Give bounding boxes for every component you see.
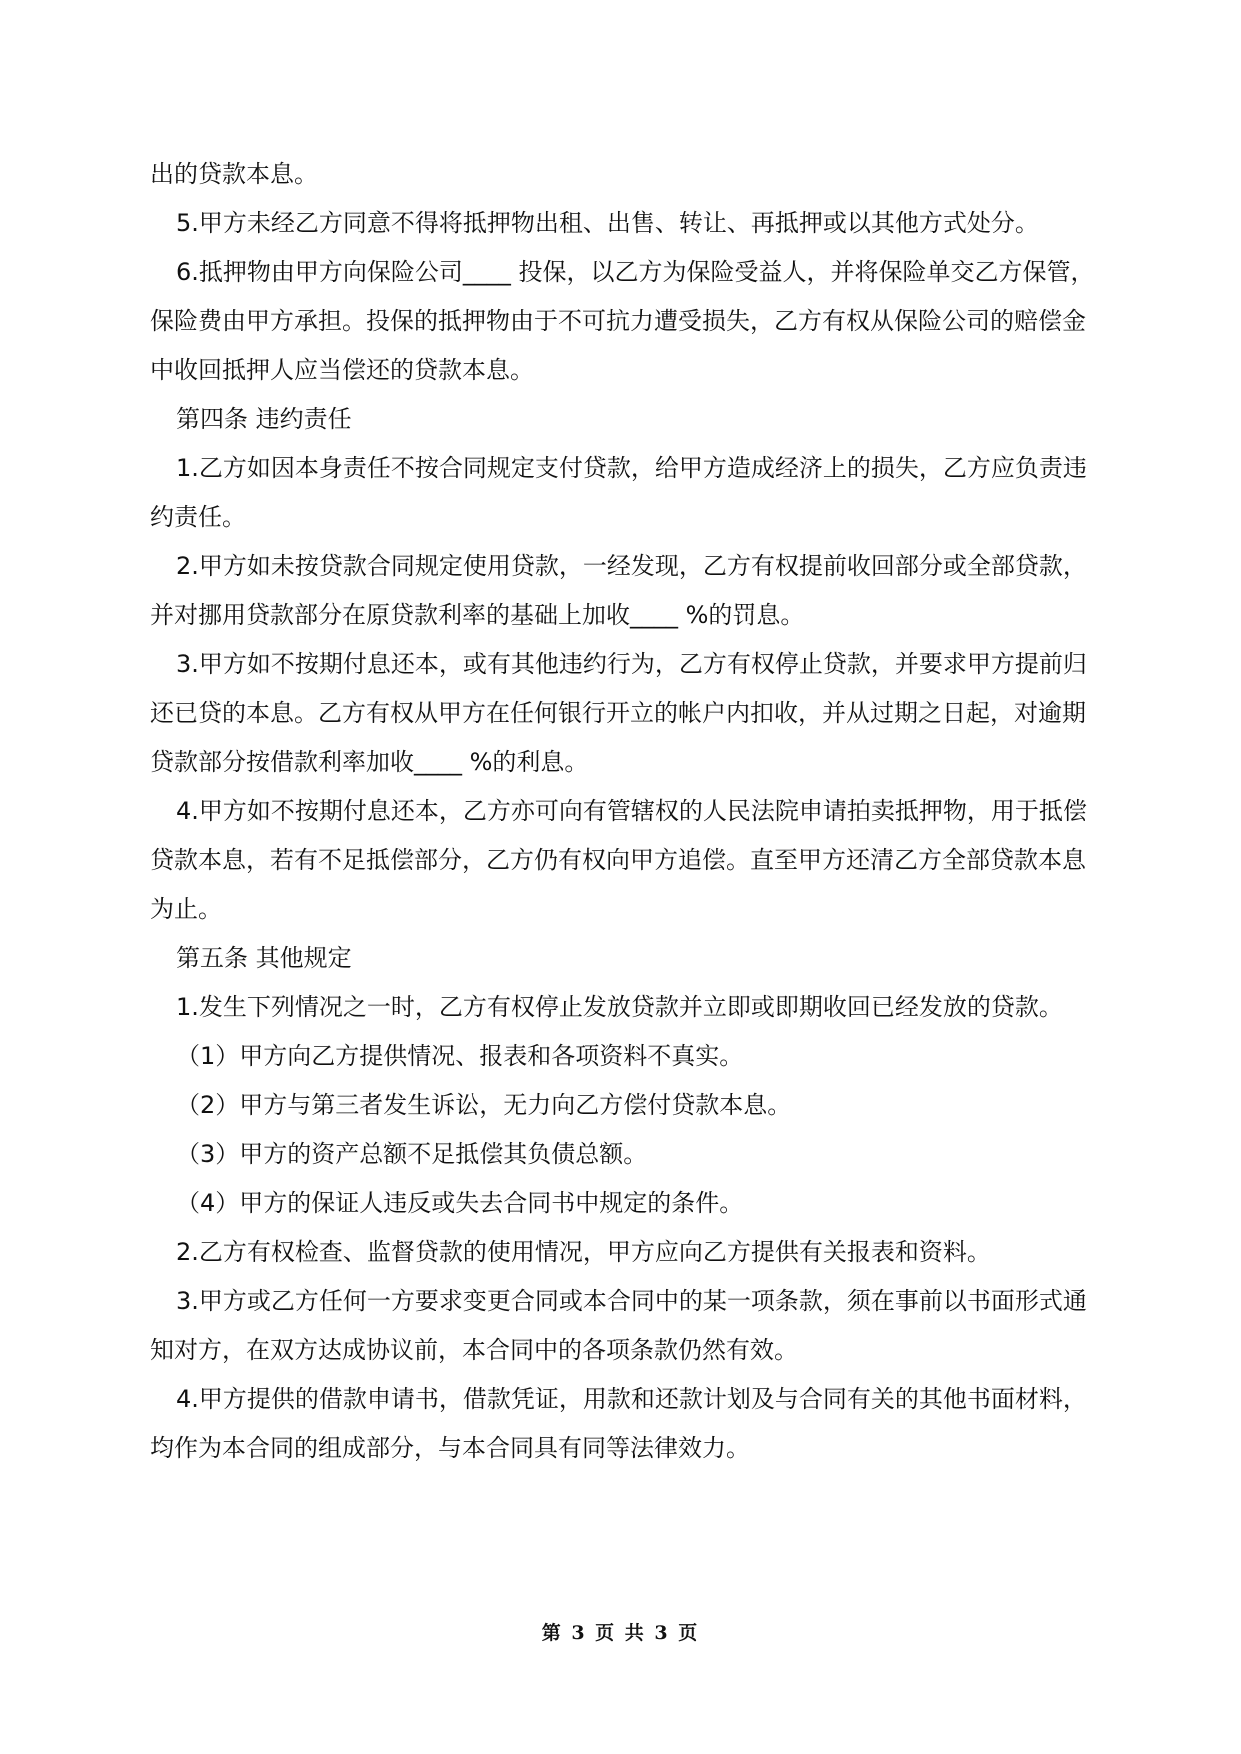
paragraph: 1.发生下列情况之一时，乙方有权停止发放贷款并立即或即期收回已经发放的贷款。 (176, 993, 1063, 1021)
document-body (150, 150, 1095, 1473)
paragraph: 4.甲方提供的借款申请书，借款凭证，用款和还款计划及与合同有关的其他书面材料，均作为本合同的组成部分，与本合同具有同等法律效力。 (150, 1385, 1087, 1462)
list-item: （1）甲方向乙方提供情况、报表和各项资料不真实。 (176, 1042, 744, 1070)
list-item: （4）甲方的保证人违反或失去合同书中规定的条件。 (176, 1189, 744, 1217)
list-item: （2）甲方与第三者发生诉讼，无力向乙方偿付贷款本息。 (176, 1091, 792, 1119)
paragraph: 出的贷款本息。 (150, 160, 318, 188)
paragraph: 5.甲方未经乙方同意不得将抵押物出租、出售、转让、再抵押或以其他方式处分。 (176, 209, 1039, 237)
paragraph: 4.甲方如不按期付息还本，乙方亦可向有管辖权的人民法院申请拍卖抵押物，用于抵偿贷款本息，若有不足抵偿部分，乙方仍有权向甲方追偿。直至甲方还清乙方全部贷款本息为止。 (150, 797, 1087, 923)
list-item: （3）甲方的资产总额不足抵偿其负债总额。 (176, 1140, 648, 1168)
section-heading: 第五条 其他规定 (176, 944, 352, 972)
paragraph: 3.甲方如不按期付息还本，或有其他违约行为，乙方有权停止贷款，并要求甲方提前归还已贷的本息。乙方有权从甲方在任何银行开立的帐户内扣收，并从过期之日起，对逾期贷款部分按借款利率加收____ %的利息。 (150, 650, 1087, 776)
paragraph: 1.乙方如因本身责任不按合同规定支付贷款，给甲方造成经济上的损失，乙方应负责违约责任。 (150, 454, 1087, 531)
section-heading: 第四条 违约责任 (176, 405, 352, 433)
page-number-footer: 第 3 页 共 3 页 (541, 1622, 700, 1644)
paragraph: 6.抵押物由甲方向保险公司____ 投保，以乙方为保险受益人，并将保险单交乙方保管，保险费由甲方承担。投保的抵押物由于不可抗力遭受损失，乙方有权从保险公司的赔偿金中收回抵押人应当偿还的贷款本息。 (150, 258, 1095, 384)
paragraph: 2.乙方有权检查、监督贷款的使用情况，甲方应向乙方提供有关报表和资料。 (176, 1238, 991, 1266)
paragraph: 3.甲方或乙方任何一方要求变更合同或本合同中的某一项条款，须在事前以书面形式通知对方，在双方达成协议前，本合同中的各项条款仍然有效。 (150, 1287, 1087, 1364)
paragraph: 2.甲方如未按贷款合同规定使用贷款，一经发现，乙方有权提前收回部分或全部贷款，并对挪用贷款部分在原贷款利率的基础上加收____ %的罚息。 (150, 552, 1087, 629)
